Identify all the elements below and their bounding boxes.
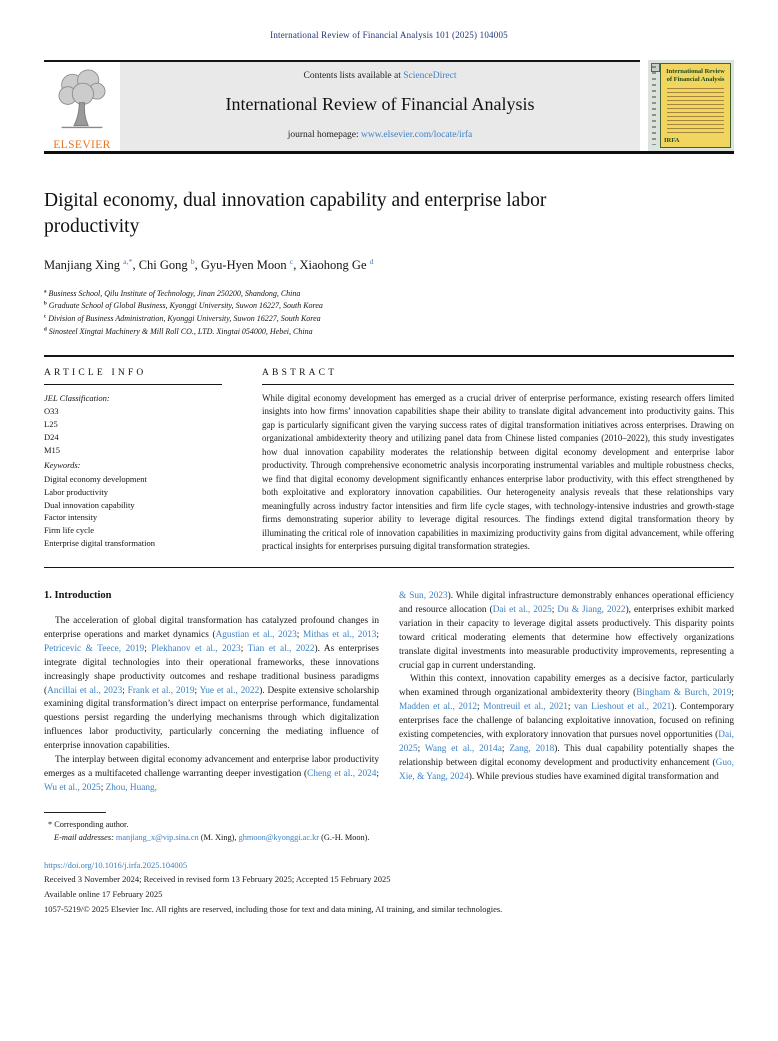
intro-paragraph-2: The interplay between digital economy advancement and enterprise labor productivity emerges as a multifaceted challenge warranting deeper investigation (Cheng et al., 2024; Wu et al., 2025; Zhou, Huang, (44, 755, 379, 794)
intro-paragraph-2-continued: & Sun, 2023). While digital infrastructure demonstrably enhances operational efficiency and resource allocation (Dai et al., 2025; Du & Jiang, 2022), enterprises exhibit marked variation in their capacity to leverage digital assets productively. This disparity points toward critical moderating elements that determine how effectively organizations translate digital investments into measurable productivity improvements, representing a crucial gap in current understanding. (399, 590, 734, 671)
masthead-band (120, 62, 640, 151)
footnote-divider (44, 812, 106, 813)
affiliation-item (44, 288, 734, 301)
keyword-item: Enterprise digital transformation (44, 537, 155, 548)
jel-label: JEL Classification: (44, 392, 110, 403)
homepage-link[interactable]: www.elsevier.com/locate/irfa (361, 130, 473, 140)
affiliation-list (44, 288, 734, 339)
info-abstract-section (44, 368, 734, 554)
cover-front (660, 63, 731, 148)
intro-paragraph-3: Within this context, innovation capability emerges as a decisive factor, particularly when examined through organizational ambidexterity theory (Bingham & Burch, 2019; Madden et al., 2012; Montreuil et al., 2021; van Lieshout et al., 2021). Contemporary enterprises face the challenge of balancing exploitative innovation, focused on refining existing competencies, with exploratory innovation that pursues novel opportunities (Dai, 2025; Wang et al., 2014a; Zang, 2018). This dual capability potentially shapes the relationship between digital economy development and productivity enhancement (Guo, Xie, & Yang, 2024). While previous studies have examined digital transformation and (399, 674, 734, 782)
inline-link[interactable]: manjiang_x@vip.sina.cn (115, 833, 199, 843)
inline-link[interactable]: b (190, 256, 195, 266)
email-addresses-note: E-mail addresses: manjiang_x@vip.sina.cn (M. Xing), ghmoon@kyonggi.ac.kr (G.-H. Moon). (54, 833, 370, 843)
copyright-line: 1057-5219/© 2025 Elsevier Inc. All rights are reserved, including those for text and data mining, AI training, and similar technologies. (44, 904, 503, 915)
section-divider-top (44, 355, 734, 357)
affiliation-superscript: d (44, 327, 47, 333)
intro-right-column (399, 590, 734, 796)
affiliation-superscript: a (44, 288, 47, 294)
inline-link[interactable]: c (289, 256, 294, 266)
journal-cover-thumbnail (648, 60, 734, 151)
cover-title: International Review of Financial Analysis (666, 68, 725, 83)
cover-spine-marks (652, 66, 656, 145)
jel-code: L25 (44, 419, 58, 430)
affiliation-text: Graduate School of Global Business, Kyonggi University, Suwon 16227, South Korea (48, 301, 323, 311)
affiliation-superscript: b (44, 301, 47, 307)
affiliation-superscript: c (44, 314, 47, 320)
abstract-text: While digital economy development has emerged as a crucial driver of enterprise performance, existing research offers limited insights into how firms’ innovation capabilities shape their ability to translate digital advancement into productivity gains. This gap is particularly significant given the varying success rates of digital transformation initiatives across enterprises. Drawing on organizational ambidexterity theory and utilizing panel data from Chinese listed companies (2010–2022), this study investigates how dual innovation capability moderates the relationship between digital economy development and enterprise labor productivity. Through comprehensive econometric analysis incorporating instrumental variables and multiple robustness checks, we find that digital economy development significantly enhances enterprise labor productivity, with this effect strengthened by both exploitative and exploratory innovation capabilities. Our heterogeneity analysis reveals that these relationships vary meaningfully across industry factor intensities and firm life cycle stages, with technology-intensive industries and growth-stage firms demonstrating superior ability to leverage digital resources. The findings extend digital transformation theory by illuminating the critical role of innovation capabilities in maximizing productivity gains from digital advancement, while offering practical insights for enterprises pursuing digital transformation strategies. (262, 392, 734, 552)
affiliation-item (44, 326, 734, 339)
affiliation-text: Division of Business Administration, Kyonggi University, Suwon 16227, South Korea (48, 314, 321, 324)
jel-code: D24 (44, 431, 59, 442)
homepage-prefix: journal homepage: (287, 130, 362, 140)
inline-link[interactable]: a,* (123, 256, 133, 266)
inline-link[interactable]: Guo, Xie, & Yang, 2024 (399, 758, 734, 782)
jel-code: M15 (44, 444, 61, 455)
elsevier-logo (44, 62, 120, 151)
affiliation-text: Sinosteel Xingtai Machinery & Mill Roll CO., LTD. Xingtai 054000, Hebei, China (48, 327, 313, 337)
affiliation-item (44, 300, 734, 313)
sciencedirect-link[interactable]: ScienceDirect (403, 71, 457, 81)
section-divider-bottom (44, 567, 734, 568)
inline-link[interactable]: Dai et al., 2025 (492, 604, 552, 615)
journal-title: International Review of Financial Analysis (225, 94, 535, 114)
cover-irfa-mark: IRFA (664, 137, 680, 144)
inline-link[interactable]: Zhou, Huang, (105, 783, 157, 794)
elsevier-wordmark: ELSEVIER (53, 139, 111, 151)
masthead-bottom-rule (44, 151, 734, 154)
inline-link[interactable]: Petricevic & Teece, 2019 (44, 643, 145, 654)
doi-link[interactable]: https://doi.org/10.1016/j.irfa.2025.104005 (44, 859, 188, 870)
keyword-list (44, 473, 222, 550)
intro-paragraph-1: The acceleration of global digital transformation has catalyzed profound changes in enterprise operations and market dynamics (Agustian et al., 2023; Mithas et al., 2013; Petricevic & Teece, 2019; Plekhanov et al., 2023; Tian et al., 2022). As enterprises integrate digital technologies into their operational frameworks, these innovations increasingly shape productivity outcomes and reshape traditional business paradigms (Ancillai et al., 2023; Frank et al., 2019; Yue et al., 2022). Despite extensive scholarship examining digital transformation’s direct impact on enterprise performance, fundamental questions persist regarding the underlying mechanisms through which digitalization influences labor productivity, particularly concerning the mediating influence of enterprise innovation capabilities. (44, 615, 379, 752)
authors-line: Manjiang Xing $^{a,*}$, Chi Gong $^b$, Gyu-Hyen Moon $^c$, Xiaohong Ge $^d$ (44, 256, 374, 272)
cover-toc-lines (667, 88, 724, 134)
inline-link[interactable]: Madden et al., 2012 (399, 702, 477, 713)
introduction-heading: 1. Introduction (44, 589, 112, 601)
inline-link[interactable]: Wu et al., 2025 (44, 783, 101, 794)
masthead-main (44, 60, 640, 151)
homepage-line (128, 130, 632, 140)
inline-link[interactable]: Wang et al., 2014a (424, 744, 502, 755)
inline-link[interactable]: Ancillai et al., 2023 (47, 685, 123, 696)
article-info-column (44, 368, 222, 554)
inline-link[interactable]: Du & Jiang, 2022 (557, 604, 626, 615)
introduction-section (44, 590, 734, 796)
keywords-label: Keywords: (44, 460, 81, 471)
footnote-block (44, 812, 734, 845)
abstract-heading: ABSTRACT (262, 367, 338, 378)
abstract-column (262, 368, 734, 554)
article-footer (44, 858, 734, 918)
keyword-item: Dual innovation capability (44, 499, 135, 510)
article-info-rule (44, 384, 222, 385)
inline-link[interactable]: Zang, 2018 (509, 744, 555, 755)
inline-link[interactable]: Montreuil et al., 2021 (483, 702, 568, 713)
inline-link[interactable]: Dai, 2025 (399, 730, 734, 755)
inline-link[interactable]: Mithas et al., 2013 (302, 629, 377, 640)
inline-link[interactable]: Cheng et al., 2024 (307, 769, 377, 780)
contents-prefix: Contents lists available at (303, 71, 404, 81)
inline-link[interactable]: Yue et al., 2022 (199, 685, 260, 696)
inline-link[interactable]: Tian et al., 2022 (247, 643, 315, 654)
abstract-rule (262, 384, 734, 385)
available-online-line: Available online 17 February 2025 (44, 889, 163, 900)
intro-left-column (44, 590, 379, 796)
corresponding-author-note: * Corresponding author. (48, 820, 129, 829)
affiliation-item (44, 313, 734, 326)
masthead (44, 60, 734, 151)
elsevier-tree-icon (51, 67, 113, 133)
inline-link[interactable]: ghmoon@kyonggi.ac.kr (238, 833, 320, 843)
affiliation-text: Business School, Qilu Institute of Technology, Jinan 250200, Shandong, China (48, 288, 301, 298)
inline-link[interactable]: Frank et al., 2019 (127, 685, 195, 696)
jel-code-list (44, 405, 222, 456)
jel-code: O33 (44, 406, 59, 417)
keyword-item: Firm life cycle (44, 525, 95, 535)
article-info-heading: ARTICLE INFO (44, 367, 147, 378)
running-head: International Review of Financial Analysis 101 (2025) 104005 (270, 30, 508, 40)
inline-link[interactable]: Plekhanov et al., 2023 (151, 643, 241, 654)
inline-link[interactable]: van Lieshout et al., 2021 (574, 702, 672, 713)
keyword-item: Labor productivity (44, 486, 108, 497)
inline-link[interactable]: & Sun, 2023 (399, 590, 448, 601)
keyword-item: Digital economy development (44, 474, 147, 484)
inline-link[interactable]: Agustian et al., 2023 (215, 629, 297, 640)
received-line: Received 3 November 2024; Received in revised form 13 February 2025; Accepted 15 February 2025 (44, 874, 391, 885)
contents-line (128, 71, 632, 81)
article-title: Digital economy, dual innovation capability and enterprise labor productivity (44, 190, 547, 238)
keyword-item: Factor intensity (44, 512, 98, 523)
inline-link[interactable]: d (369, 256, 374, 266)
inline-link[interactable]: Bingham & Burch, 2019 (636, 688, 732, 699)
